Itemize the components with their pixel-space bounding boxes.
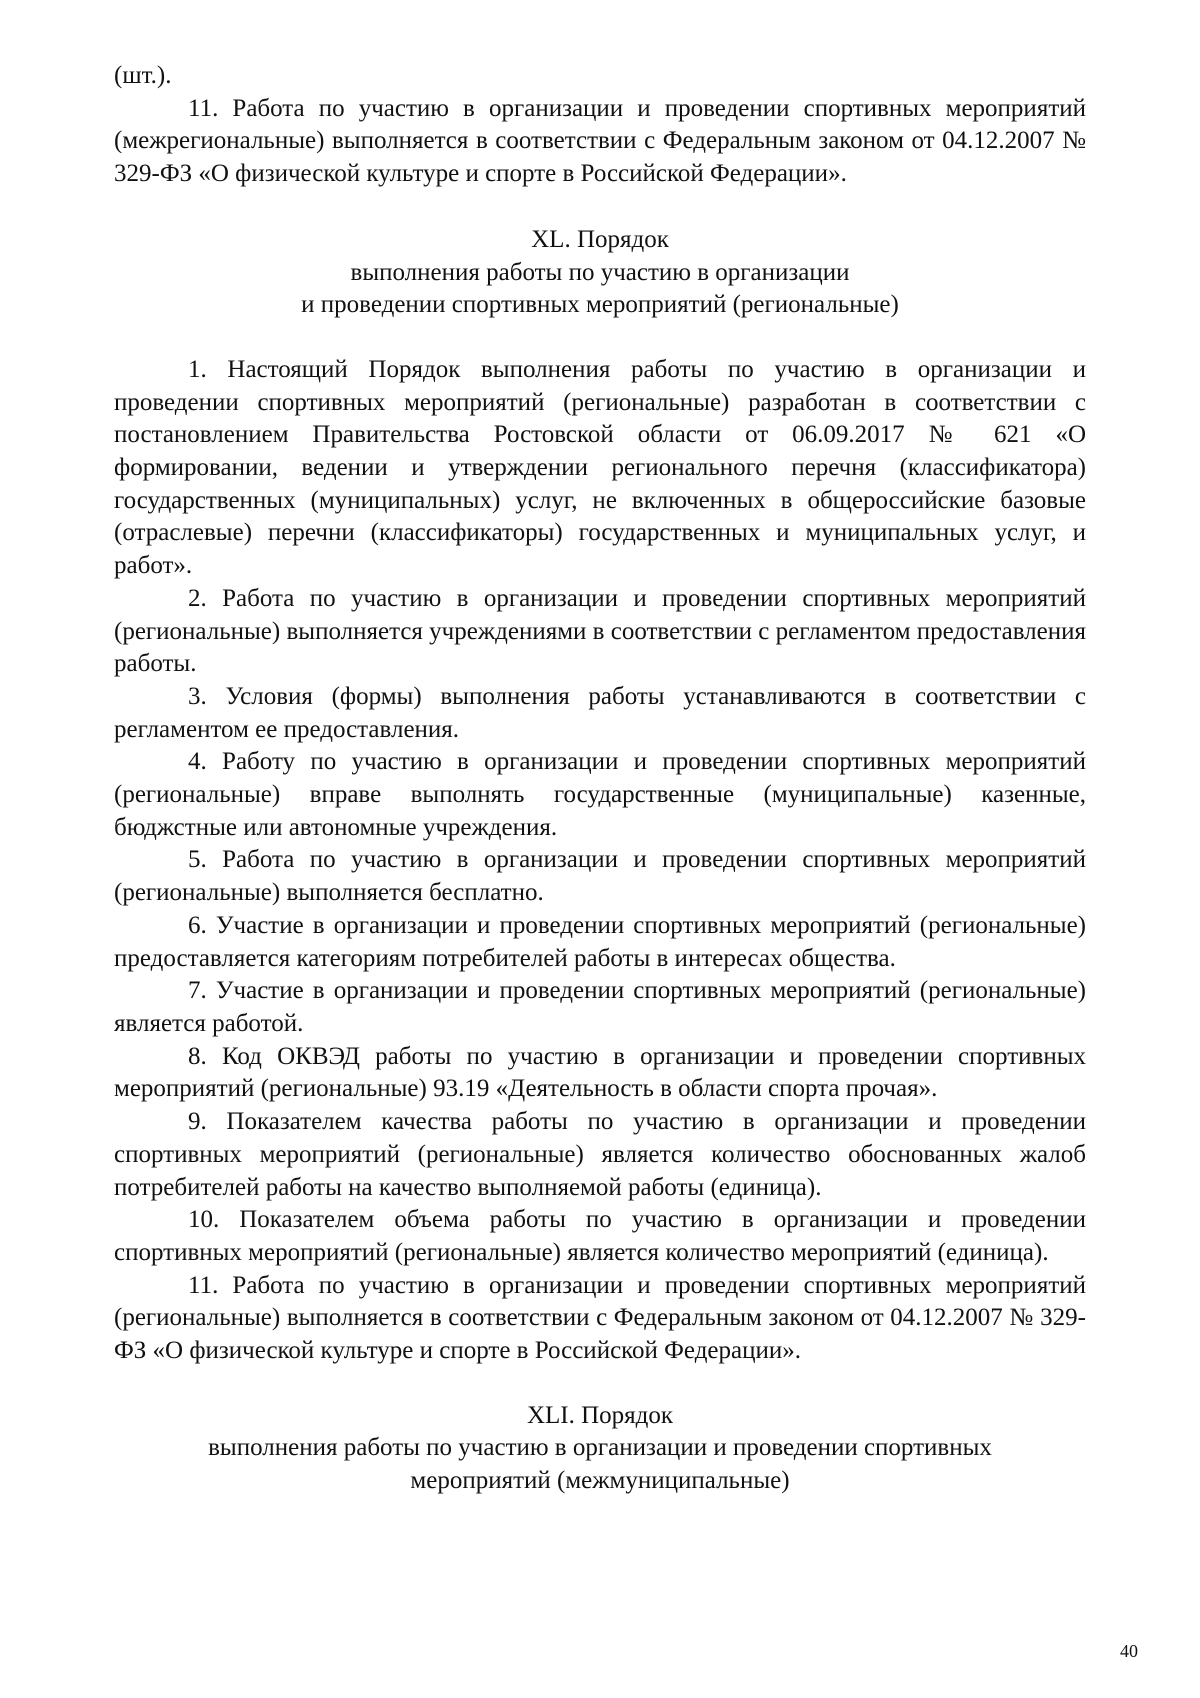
section-xl-item-1: 1. Настоящий Порядок выполнения работы по участию в организации и проведении спортивных мероприятий (региональные) разработан в соответствии с постановлением Правительства Ростовской области от 06.09.2017 № 621 «О формировании, ведении и утверждении регионального перечня (классификатора) государственных (муниципальных) услуг, не включенных в общероссийские базовые (отраслевые) перечни (классификаторы) государственных и муниципальных услуг, и работ». — [114, 355, 1086, 580]
section-xl-item-5: 5. Работа по участию в организации и проведении спортивных мероприятий (региональные) выполняется бесплатно. — [114, 846, 1086, 907]
section-xl-item-4: 4. Работу по участию в организации и проведении спортивных мероприятий (региональные) вправе выполнять государственные (муниципальные) казенные, бюджстные или автономные учреждения. — [114, 748, 1086, 841]
section-xl-item-8: 8. Код ОКВЭД работы по участию в организации и проведении спортивных мероприятий (региональные) 93.19 «Деятельность в области спорта прочая». — [114, 1042, 1086, 1103]
page-number: 40 — [1120, 1641, 1138, 1661]
section-xl-title: XL. Порядок — [531, 225, 669, 253]
intro-fragment: (шт.). — [114, 62, 172, 89]
section-xl-item-6: 6. Участие в организации и проведении спортивных мероприятий (региональные) предоставляется категориям потребителей работы в интересах общества. — [114, 911, 1086, 972]
section-xl-subtitle-line2: и проведении спортивных мероприятий (региональные) — [301, 291, 899, 319]
intro-item-11: 11. Работа по участию в организации и проведении спортивных мероприятий (межрегиональные) выполняется в соответствии с Федеральным законом от 04.12.2007 № 329-ФЗ «О физической культуре и спорте в Российской Федерации». — [114, 94, 1086, 188]
section-xli-heading — [114, 1400, 1086, 1498]
section-xli-subtitle-line2: мероприятий (межмуниципальные) — [410, 1467, 790, 1495]
section-xl-heading — [114, 224, 1086, 322]
section-xl-item-11: 11. Работа по участию в организации и проведении спортивных мероприятий (региональные) выполняется в соответствии с Федеральным законом от 04.12.2007 № 329-ФЗ «О физической культуре и спорте в Российской Федерации». — [114, 1271, 1086, 1365]
section-xli-subtitle-line1: выполнения работы по участию в организации и проведении спортивных — [208, 1434, 992, 1462]
section-xl-item-2: 2. Работа по участию в организации и проведении спортивных мероприятий (региональные) выполняется учреждениями в соответствии с регламентом предоставления работы. — [114, 584, 1086, 678]
section-xl-item-3: 3. Условия (формы) выполнения работы устанавливаются в соответствии с регламентом ее предоставления. — [114, 682, 1086, 743]
section-xli-title: XLI. Порядок — [526, 1401, 674, 1429]
section-xl-subtitle-line1: выполнения работы по участию в организации — [350, 258, 850, 286]
section-xl-items — [114, 354, 1086, 1368]
section-xl-item-7: 7. Участие в организации и проведении спортивных мероприятий (региональные) является работой. — [114, 977, 1086, 1037]
section-xl-item-9: 9. Показателем качества работы по участию в организации и проведении спортивных мероприятий (региональные) является количество обоснованных жалоб потребителей работы на качество выполняемой работы (единица). — [114, 1108, 1086, 1201]
section-xl-item-10: 10. Показателем объема работы по участию в организации и проведении спортивных мероприятий (региональные) является количество мероприятий (единица). — [114, 1206, 1086, 1266]
